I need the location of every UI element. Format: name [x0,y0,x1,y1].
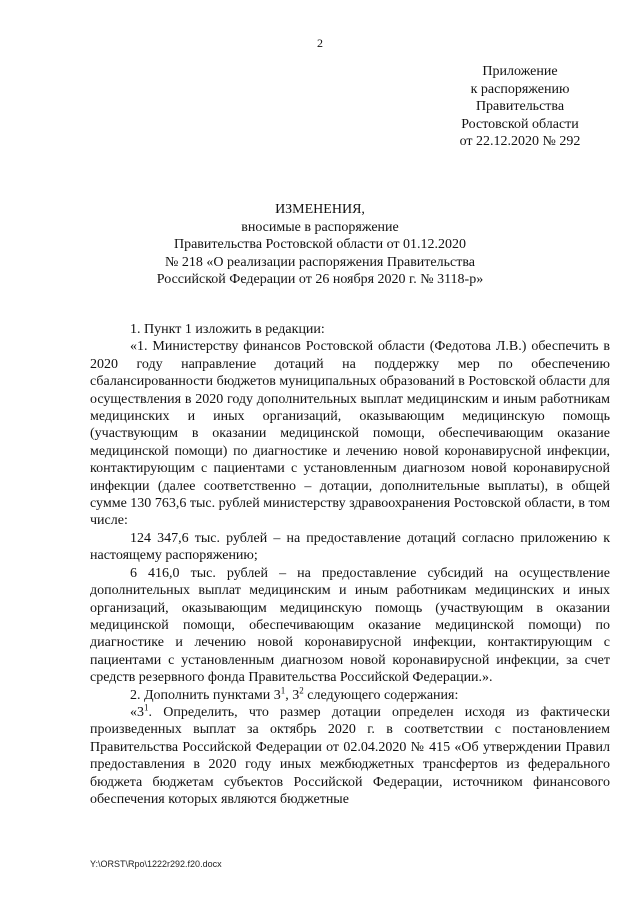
document-body [90,321,610,808]
document-title [110,201,530,289]
title-heading: ИЗМЕНЕНИЯ, [275,202,365,217]
appendix-line: Приложение [482,64,558,79]
appendix-date-line: от 22.12.2020 № 292 [459,134,581,149]
file-path-footer: Y:\ORST\Rpo\1222r292.f20.docx [90,859,222,869]
item-1-text: «1. Министерству финансов Ростовской области (Федотова Л.В.) обеспечить в 2020 году направление дотаций на поддержку мер по обеспечению сбалансированности бюджетов муниципальных образований в Ростовской области для осуществления в 2020 году дополнительных выплат медицинским и иным работникам медицинских и иных организаций, оказывающим медицинскую помощь (участвующим в оказании медицинской помощи, обеспечивающим оказание медицинской помощи) по диагностике и лечению новой коронавирусной инфекции, контактирующим с пациентами с установленным диагнозом новой коронавирусной инфекции (далее соответственно – дотации, дополнительные выплаты), в общей сумме 130 763,6 тыс. рублей министерству здравоохранения Ростовской области, в том числе: [90,339,610,529]
item-1-subitem-2: 6 416,0 тыс. рублей – на предоставление субсидий на осуществление дополнительных выплат медицинским и иным работникам медицинских и иных организаций, оказывающим медицинскую помощь (участвующим в оказании медицинской помощи, обеспечивающим оказание медицинской помощи) по диагностике и лечению новой коронавирусной инфекции, контактирующим с пациентами с установленным диагнозом новой коронавирусной инфекции, за счет средств резервного фонда Правительства Российской Федерации.». [90,565,610,686]
item-3-1-text [90,704,610,808]
item-1-heading: 1. Пункт 1 изложить в редакции: [130,322,325,337]
title-line: № 218 «О реализации распоряжения Правительства [165,254,475,270]
item-2-suffix: следующего содержания: [303,687,459,703]
title-line: вносимые в распоряжение [241,219,399,235]
page-number: 2 [317,36,323,50]
appendix-line: Ростовской области [461,116,579,132]
superscript: 2 [299,684,304,695]
item-3-body: . Определить, что размер дотации определен исходя из фактически произведенных выплат за октябрь 2020 г. в соответствии с постановлением Правительства Российской Федерации от 02.04.2020 № 415 «Об утверждении Правил предоставления в 2020 году иных межбюджетных трансфертов из федерального бюджета бюджетам субъектов Российской Федерации, источником финансового обеспечения которых являются бюджетные [90,704,610,807]
title-line: Российской Федерации от 26 ноября 2020 г. № 3118-р» [156,272,484,287]
item-2-prefix: 2. Дополнить пунктами 3 [130,687,281,703]
item-1-subitem-1: 124 347,6 тыс. рублей – на предоставление дотаций согласно приложению к настоящему распоряжению; [90,530,610,564]
appendix-line: к распоряжению [470,81,570,97]
superscript: 1 [144,702,149,713]
item-2-mid: , 3 [285,687,300,703]
item-3-prefix: «3 [130,704,144,720]
appendix-block [440,63,600,151]
superscript: 1 [280,684,286,695]
appendix-line: Правительства [475,99,565,114]
title-line: Правительства Ростовской области от 01.12.2020 [173,237,467,252]
item-2-heading [90,684,610,704]
